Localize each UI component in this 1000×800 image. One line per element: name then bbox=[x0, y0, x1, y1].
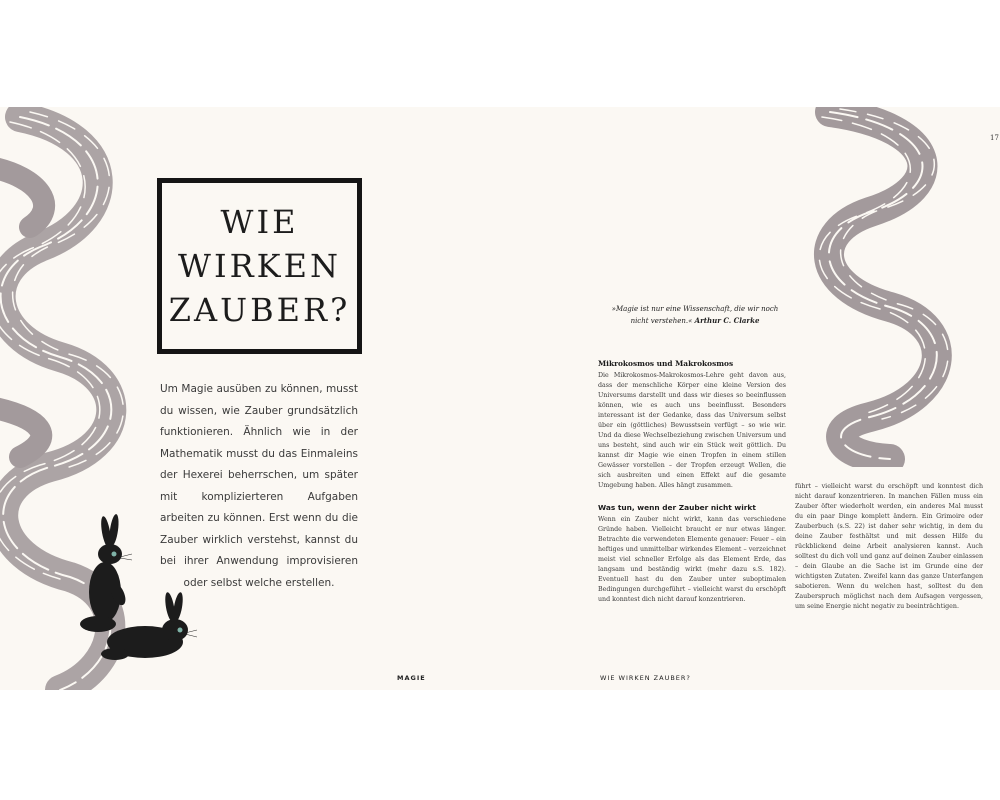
section-body-zauber-col1: Wenn ein Zauber nicht wirkt, kann das verschiedene Gründe haben. Vielleicht braucht er nur etwas länger. Betrachte die verwendeten Elemente genauer: Feuer – ein heftiges und unmittelbar wirkendes Element – verzeichnet meist viel schneller Erfolge als das Element Erde, das langsam und beständig wirkt (mehr dazu s.S. 182). Eventuell hast du den Zauber unter suboptimalen Bedingungen durchgeführt – vielleicht warst du erschöpft und konntest dich nicht darauf konzentrieren. bbox=[598, 516, 786, 603]
title-line-2: WIRKEN bbox=[178, 247, 341, 285]
section-heading-mikrokosmos: Mikrokosmos und Makrokosmos bbox=[598, 359, 734, 368]
wave-swirl-right bbox=[800, 107, 970, 467]
book-spread bbox=[0, 107, 1000, 690]
footer-section-left: MAGIE bbox=[397, 674, 426, 682]
quote-text: »Magie ist nur eine Wissenschaft, die wir noch nicht verstehen.« bbox=[611, 305, 779, 325]
section-body-mikrokosmos: Die Mikrokosmos-Makrokosmos-Lehre geht davon aus, dass der menschliche Körper eine kleine Version des Universums darstellt und dass wir dieses so beeinflussen können, wie es auch uns beeinflusst. Besonders interessant ist der Gedanke, dass das Universum selbst über ein (göttliches) Bewusstsein verfügt – so wie wir. Und da diese Wechselbeziehung zwischen Universum und uns besteht, sind auch wir ein Stück weit göttlich. Du kannst dir Magie wie einen Tropfen in einem stillen Gewässer vorstellen – der Tropfen erzeugt Wellen, die sich ausbreiten und einen Effekt auf die gesamte Umgebung haben. Alles hängt zusammen. bbox=[598, 372, 786, 489]
left-page bbox=[0, 107, 500, 690]
title-line-1: WIE bbox=[220, 203, 299, 241]
intro-paragraph: Um Magie ausüben zu können, musst du wissen, wie Zauber grundsätzlich funktionieren. Ähnlich wie in der Mathematik musst du das Einmaleins der Hexerei beherrschen, um später mit komplizierteren Aufgaben arbeiten zu können. Erst wenn du die Zauber wirklich verstehst, kannst du bei ihrer Anwendung improvisieren oder selbst welche erstellen. bbox=[160, 383, 358, 589]
section-heading-zauber-wirkt-nicht: Was tun, wenn der Zauber nicht wirkt bbox=[598, 503, 756, 512]
title-box bbox=[157, 178, 362, 354]
text-column-2 bbox=[795, 482, 983, 612]
page-number: 17 bbox=[990, 134, 999, 142]
two-black-hares bbox=[70, 512, 200, 672]
quote-author: Arthur C. Clarke bbox=[694, 316, 760, 325]
epigraph-quote bbox=[610, 304, 780, 327]
text-column-1 bbox=[598, 359, 786, 605]
footer-section-right: WIE WIRKEN ZAUBER? bbox=[600, 674, 691, 682]
section-body-zauber-col2: führt – vielleicht warst du erschöpft und konntest dich nicht darauf konzentrieren. In manchen Fällen muss ein Zauber öfter wiederholt werden, ein anderes Mal musst du ein paar Dinge komplett ändern. Ein Grimoire oder Zauberbuch (s.S. 22) ist daher sehr wichtig, in dem du deine Zauber festhältst und mit dessen Hilfe du rückblickend deine Arbeit analysieren kannst. Auch solltest du dich voll und ganz auf deinen Zauber einlassen – dein Glaube an die Sache ist im Grunde eine der wichtigsten Zutaten. Zweifel kann das ganze Unterfangen sabotieren. Wenn du welchen hast, solltest du den Zauberspruch möglichst nach dem Aufsagen vergessen, um seine Energie nicht negativ zu beeinträchtigen. bbox=[795, 483, 983, 610]
title-line-3: ZAUBER? bbox=[168, 291, 351, 329]
